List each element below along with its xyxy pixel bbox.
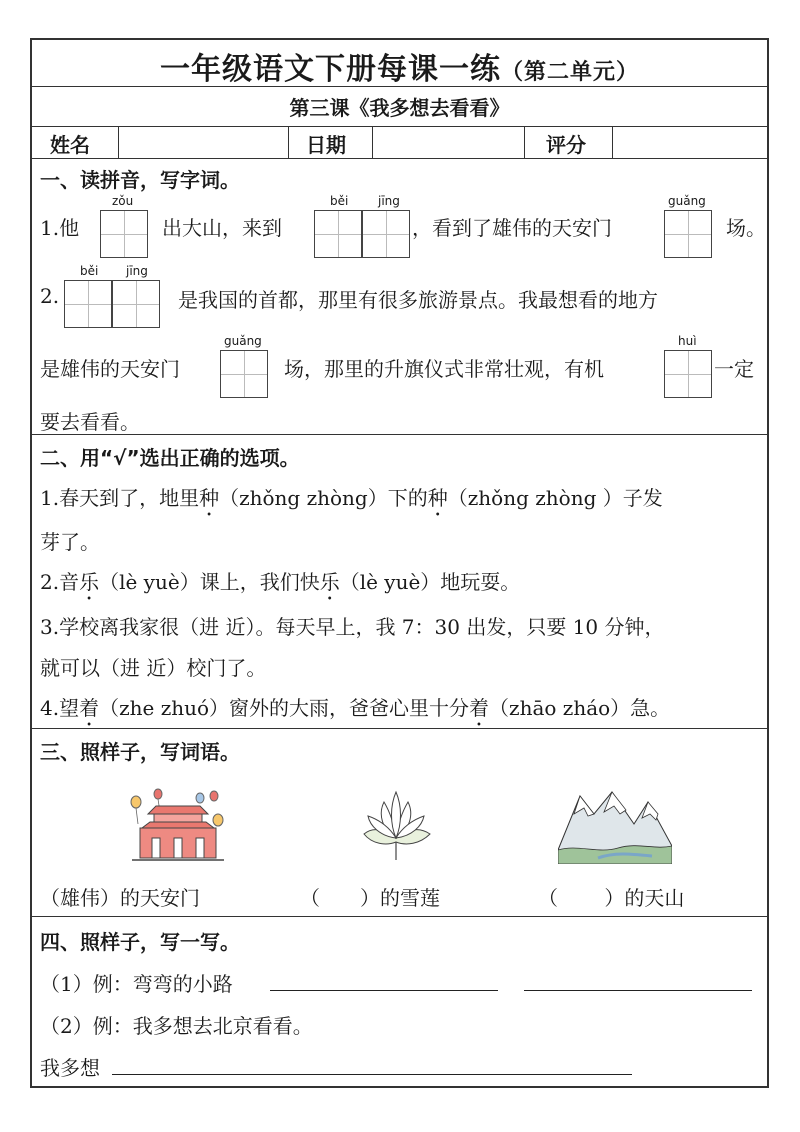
s1-q2-num: 2. <box>40 284 60 308</box>
s3-item-3: （ ）的天山 <box>538 886 685 910</box>
s1-q2-text: 要去看看。 <box>40 410 140 434</box>
name-field[interactable] <box>122 128 284 156</box>
writing-box[interactable] <box>64 280 112 328</box>
writing-box[interactable] <box>664 350 712 398</box>
divider <box>32 126 767 127</box>
s1-q2-text: 一定 <box>714 357 754 381</box>
divider <box>118 126 119 158</box>
section1-heading: 一、读拼音，写字词。 <box>40 168 240 192</box>
tianshan-illustration <box>558 784 672 864</box>
s3-item-1: （雄伟）的天安门 <box>40 886 200 910</box>
answer-line[interactable] <box>270 990 498 991</box>
pinyin: guǎng <box>668 194 706 208</box>
divider <box>32 158 767 159</box>
s2-q1: 1.春天到了，地里种（zhǒng zhòng）下的种（zhǒng zhòng ）子发 <box>40 486 663 510</box>
s4-q3: 我多想 <box>40 1056 100 1080</box>
s1-q1-num: 1.他 <box>40 216 80 240</box>
snow-lotus-illustration <box>354 786 438 862</box>
worksheet-title: 一年级语文下册每课一练（第二单元） <box>159 52 639 87</box>
answer-line[interactable] <box>112 1074 632 1075</box>
divider <box>372 126 373 158</box>
divider <box>612 126 613 158</box>
s4-q1: （1）例：弯弯的小路 <box>40 972 233 996</box>
answer-line[interactable] <box>524 990 752 991</box>
section4-heading: 四、照样子，写一写。 <box>40 930 240 954</box>
writing-box[interactable] <box>664 210 712 258</box>
s1-q2-text: 场，那里的升旗仪式非常壮观，有机 <box>284 357 604 381</box>
pinyin: jīng <box>126 264 148 278</box>
s2-q3-cont: 就可以（进 近）校门了。 <box>40 656 267 680</box>
s1-q1-text: 场。 <box>726 216 766 240</box>
writing-box[interactable] <box>220 350 268 398</box>
pinyin: jīng <box>378 194 400 208</box>
s3-item-2: （ ）的雪莲 <box>300 886 440 910</box>
divider <box>32 728 767 729</box>
writing-box[interactable] <box>112 280 160 328</box>
writing-box[interactable] <box>362 210 410 258</box>
lesson-title: 第三课《我多想去看看》 <box>289 96 510 120</box>
writing-box[interactable] <box>314 210 362 258</box>
s2-q2: 2.音乐（lè yuè）课上，我们快乐（lè yuè）地玩耍。 <box>40 570 521 594</box>
s1-q1-text: 出大山，来到 <box>162 216 282 240</box>
s1-q2-text: 是我国的首都，那里有很多旅游景点。我最想看的地方 <box>178 288 658 312</box>
date-label: 日期 <box>306 133 346 157</box>
divider <box>288 126 289 158</box>
score-label: 评分 <box>546 133 586 157</box>
s4-q2: （2）例：我多想去北京看看。 <box>40 1014 313 1038</box>
s2-q1-cont: 芽了。 <box>40 530 100 554</box>
pinyin: huì <box>678 334 697 348</box>
tiananmen-illustration <box>128 784 228 866</box>
divider <box>524 126 525 158</box>
s2-q3: 3.学校离我家很（进 近）。每天早上，我 7：30 出发，只要 10 分钟， <box>40 615 665 639</box>
s2-q4: 4.望着（zhe zhuó）窗外的大雨，爸爸心里十分着（zhāo zháo）急。 <box>40 696 671 720</box>
pinyin: běi <box>80 264 99 278</box>
section3-heading: 三、照样子，写词语。 <box>40 740 240 764</box>
section2-heading: 二、用“√”选出正确的选项。 <box>40 446 300 470</box>
s1-q1-text: ，看到了雄伟的天安门 <box>412 216 612 240</box>
divider <box>32 916 767 917</box>
pinyin: guǎng <box>224 334 262 348</box>
pinyin: zǒu <box>112 194 134 208</box>
divider <box>32 86 767 87</box>
writing-box[interactable] <box>100 210 148 258</box>
s1-q2-text: 是雄伟的天安门 <box>40 357 180 381</box>
name-label: 姓名 <box>50 133 90 157</box>
divider <box>32 434 767 435</box>
date-field[interactable] <box>376 128 520 156</box>
pinyin: běi <box>330 194 349 208</box>
worksheet <box>30 38 769 1088</box>
score-field[interactable] <box>616 128 766 156</box>
